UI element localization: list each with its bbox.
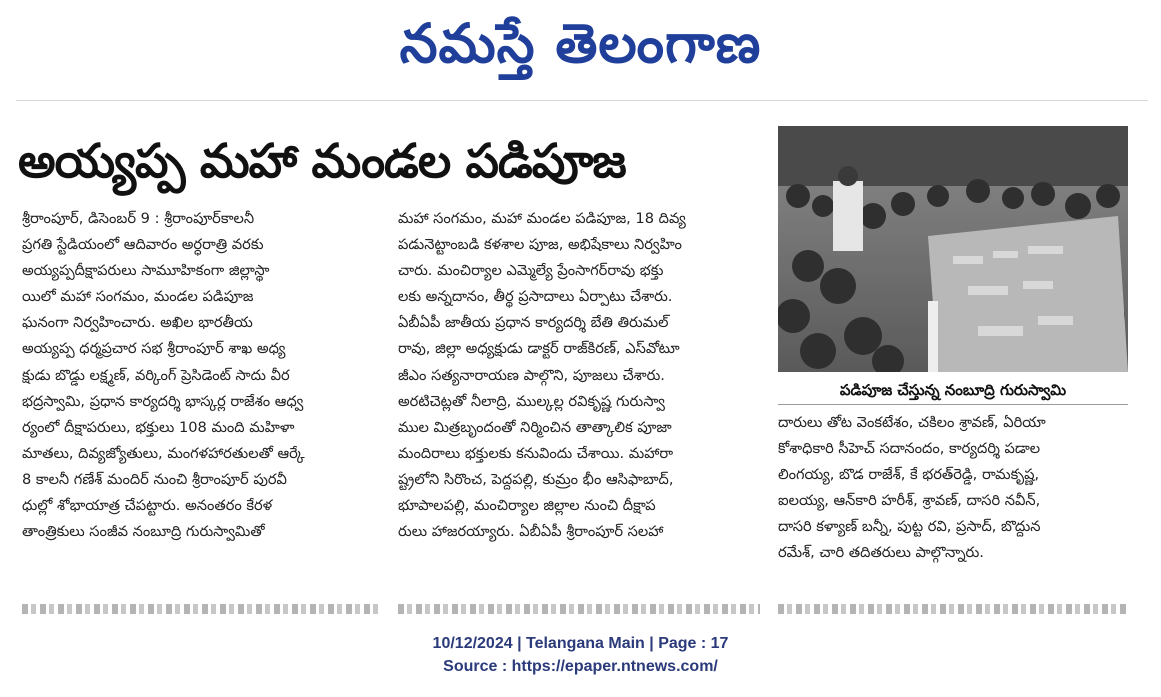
article-text-line: దాసరి కళ్యాణ్ బన్నీ, పుట్ట రవి, ప్రసాద్, బొద్దున — [778, 518, 1041, 536]
article-text-line: ముల మిత్రబృందంతో నిర్మించిన తాత్కాలిక పూజా — [398, 418, 672, 436]
article-text-line: ప్రగతి స్టేడియంలో ఆదివారం అర్ధరాత్రి వరకు — [22, 236, 264, 254]
article-text-line: దారులు తోట వెంకటేశం, చకిలం శ్రావణ్, ఏరియా — [778, 414, 1046, 431]
article-text-line: భూపాలపల్లి, మంచిర్యాల జిల్లాల నుంచి దీక్షాప — [398, 497, 656, 515]
article-text-line: అరటిచెట్లతో నీలాద్రి, ముల్కల్ల రవికృష్ణ గురుస్వా — [398, 392, 665, 410]
article-photo — [778, 126, 1128, 372]
article-headline: అయ్యప్ప మహా మండల పడిపూజ — [18, 134, 626, 189]
article-text-line: కోశాధికారి సీహెచ్ సదానందం, కార్యదర్శి పడాల — [778, 440, 1041, 458]
article-text-line: ఘనంగా నిర్వహించారు. అఖిల భారతీయ — [22, 314, 253, 332]
article-column-3 — [778, 410, 1130, 567]
article-text-line: తాంత్రికులు సంజీవ నంబూద్రి గురుస్వామితో — [22, 523, 265, 541]
article-text-line: 8 కాలనీ గణేశ్ మందిర్ నుంచి శ్రీరాంపూర్ పురవీ — [22, 470, 287, 488]
article-text-line: యిలో మహా సంగమం, మండల పడిపూజ — [22, 288, 254, 306]
article-text-line: మందిరాలు భక్తులకు కనువిందు చేశాయి. మహారా — [398, 444, 673, 462]
masthead-divider — [16, 100, 1148, 101]
photo-caption: పడిపూజ చేస్తున్న నంబూద్రి గురుస్వామి — [839, 381, 1067, 399]
newspaper-logo: నమస్తే తెలంగాణ — [399, 12, 762, 75]
article-text-line: రావు, జిల్లా అధ్యక్షుడు డాక్టర్ రాజ్‌కిరణ్, ఎస్‌వోటూ — [398, 340, 680, 358]
article-text-line: ధుల్లో శోభాయాత్ర చేపట్టారు. అనంతరం కేరళ — [22, 497, 273, 515]
article-text-line: మహా సంగమం, మహా మండల పడిపూజ, 18 దివ్య — [398, 210, 686, 227]
article-text-line: భద్రస్వామి, ప్రధాన కార్యదర్శి భాస్కర్ల రాజేశం ఆధ్వ — [22, 392, 304, 410]
article-text-line: ర్యంలో దీక్షాపరులు, భక్తులు 108 మంది మహిళా — [22, 418, 295, 436]
article-text-line: పడునెట్టాంబడి కళశాల పూజ, అభిషేకాలు నిర్వహిం — [398, 236, 682, 254]
article-text-line: లకు అన్నదానం, తీర్థ ప్రసాదాలు ఏర్పాటు చేశారు. — [398, 288, 673, 306]
footer — [0, 632, 1161, 678]
article-text-line: క్షుడు బొడ్డు లక్ష్మణ్, వర్కింగ్ ప్రెసిడెంట్ సాదు వీర — [22, 366, 290, 384]
article-column-1 — [22, 206, 384, 545]
article-text-line: ష్ట్రలోని సిరొంచ, పెద్దపల్లి, కుమ్రం భీం ఆసిఫాబాద్, — [398, 470, 674, 488]
source-link[interactable]: Source : https://epaper.ntnews.com/ — [443, 658, 718, 675]
article-text-line: రమేశ్, చారి తదితరులు పాల్గొన్నారు. — [778, 544, 984, 562]
cropped-text-row — [778, 604, 1128, 614]
article-text-line: మాతలు, దివ్యజ్యోతులు, మంగళహారతులతో ఆర్కే — [22, 444, 305, 462]
article-text-line: చారు. మంచిర్యాల ఎమ్మెల్యే ప్రేంసాగర్‌రావు భక్తు — [398, 262, 664, 280]
cropped-text-row — [398, 604, 760, 614]
article-column-2 — [398, 206, 760, 545]
crowd-photo-image — [778, 126, 1128, 372]
article-text-line: ఏబీఏపీ జాతీయ ప్రధాన కార్యదర్శి బేతి తిరుమల్ — [398, 314, 669, 332]
article-text-line: అయ్యప్పదీక్షాపరులు సామూహికంగా జిల్లాస్థా — [22, 262, 270, 280]
article-text-line: అయ్యప్ప ధర్మప్రచార సభ శ్రీరాంపూర్ శాఖ అధ్య — [22, 340, 286, 358]
article-text-line: శ్రీరాంపూర్, డిసెంబర్ 9 : శ్రీరాంపూర్‌కాలనీ — [22, 210, 255, 227]
article-text-line: లింగయ్య, బొడ రాజేశ్, కే భరత్‌రెడ్డి, రామకృష్ణ, — [778, 466, 1040, 484]
caption-divider — [778, 404, 1128, 405]
cropped-text-row — [22, 604, 382, 614]
article-text-line: రులు హాజరయ్యారు. ఏబీఏపీ శ్రీరాంపూర్ సలహా — [398, 523, 664, 541]
edition-info: 10/12/2024 | Telangana Main | Page : 17 — [432, 635, 729, 652]
masthead — [0, 0, 1161, 100]
article-text-line: ఐలయ్య, ఆన్‌కారి హరీశ్, శ్రావణ్, దాసరి నవీన్, — [778, 492, 1041, 510]
article-text-line: జీఎం సత్యనారాయణ పాల్గొని, పూజలు చేశారు. — [398, 366, 665, 384]
